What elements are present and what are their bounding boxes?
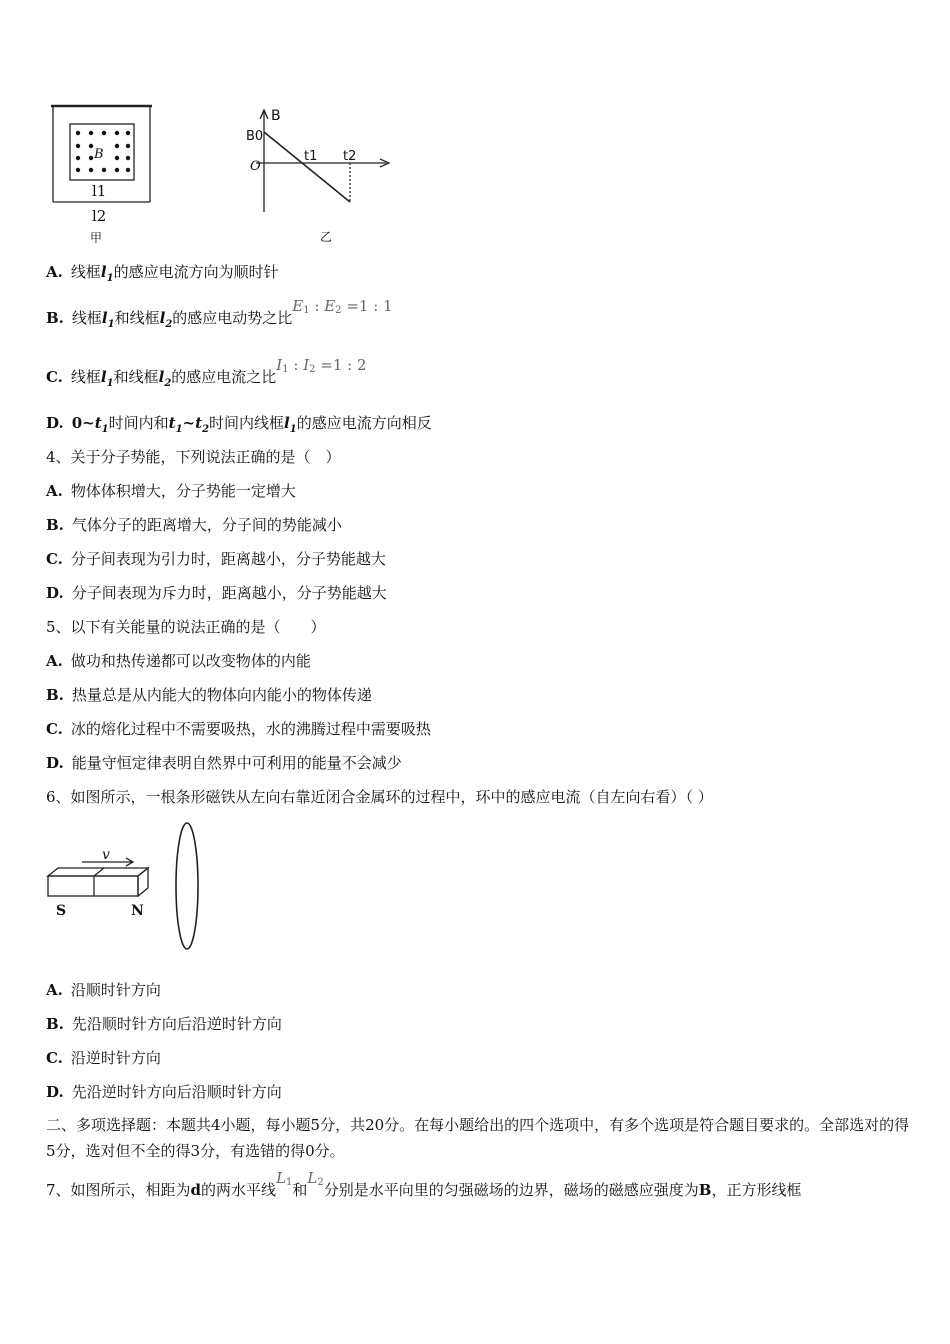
inner-loop-label: l1 — [92, 182, 107, 200]
q5-stem: 5、以下有关能量的说法正确的是（ ） — [46, 618, 326, 636]
q4-option-c: C. 分子间表现为引力时，距离越小，分子势能越大 — [46, 550, 386, 568]
q5-option-a: A. 做功和热传递都可以改变物体的内能 — [46, 652, 311, 670]
q5-option-b: B. 热量总是从内能大的物体向内能小的物体传递 — [46, 686, 372, 704]
q6-option-d: D. 先沿逆时针方向后沿顺时针方向 — [46, 1083, 282, 1101]
velocity-label: v — [102, 847, 110, 863]
q3-option-a: A. 线框$l_1$的感应电流方向为顺时针 — [46, 263, 279, 284]
ratio-e1-e2: $E_1$ : $E_2 =1$ : 1 — [292, 297, 393, 316]
section-2-instructions: 二、多项选择题：本题共4小题，每小题5分，共20分。在每小题给出的四个选项中，有多个选项是符合题目要求的。全部选对的得5分，选对但不全的得3分，有选错的得0分。 — [46, 1116, 910, 1160]
q4-option-a: A. 物体体积增大，分子势能一定增大 — [46, 482, 296, 500]
q7-stem: 7、如图所示，相距为d的两水平线$L_1$和$L_2$分别是水平向里的匀强磁场的边界，磁场的磁感应强度为B，正方形线框 — [46, 1169, 802, 1199]
pole-n-label: N — [131, 903, 144, 919]
pole-s-label: S — [56, 903, 67, 919]
q3-option-d: D. $0\sim t_1$时间内和$t_1\sim t_2$时间内线框$l_1$的感应电流方向相反 — [46, 414, 432, 435]
caption-yi: 乙 — [320, 230, 333, 244]
q4-stem: 4、关于分子势能，下列说法正确的是（ ） — [46, 448, 341, 466]
q4-option-d: D. 分子间表现为斥力时，距离越小，分子势能越大 — [46, 584, 387, 602]
q5-option-d: D. 能量守恒定律表明自然界中可利用的能量不会减少 — [46, 754, 402, 772]
field-label: B — [94, 147, 104, 162]
q6-option-a: A. 沿顺时针方向 — [46, 981, 161, 999]
q4-option-b: B. 气体分子的距离增大，分子间的势能减小 — [46, 516, 342, 534]
caption-jia: 甲 — [90, 231, 103, 245]
figure-magnet-ring — [44, 816, 214, 956]
q6-option-b: B. 先沿顺时针方向后沿逆时针方向 — [46, 1015, 282, 1033]
origin-label: O — [250, 159, 261, 174]
figure-yi — [244, 104, 394, 244]
b0-label: B0 — [246, 129, 264, 144]
ratio-i1-i2: $I_1$ : $I_2 =1$ : 2 — [276, 356, 367, 375]
figure-jia — [46, 100, 166, 245]
t1-label: t1 — [304, 149, 318, 164]
q6-option-c: C. 沿逆时针方向 — [46, 1049, 161, 1067]
t2-label: t2 — [343, 149, 357, 164]
q3-option-c: C. 线框$l_1$和线框$l_2$的感应电流之比$I_1$ : $I_2 =1$ : 2 — [46, 356, 367, 389]
q6-stem: 6、如图所示，一根条形磁铁从左向右靠近闭合金属环的过程中，环中的感应电流（自左向右看）（ ） — [46, 788, 713, 806]
axis-y-label: B — [271, 108, 281, 124]
outer-loop-label: l2 — [92, 207, 107, 225]
q3-option-b: B. 线框$l_1$和线框$l_2$的感应电动势之比$E_1$ : $E_2 =1$ : 1 — [46, 297, 393, 330]
q5-option-c: C. 冰的熔化过程中不需要吸热，水的沸腾过程中需要吸热 — [46, 720, 431, 738]
